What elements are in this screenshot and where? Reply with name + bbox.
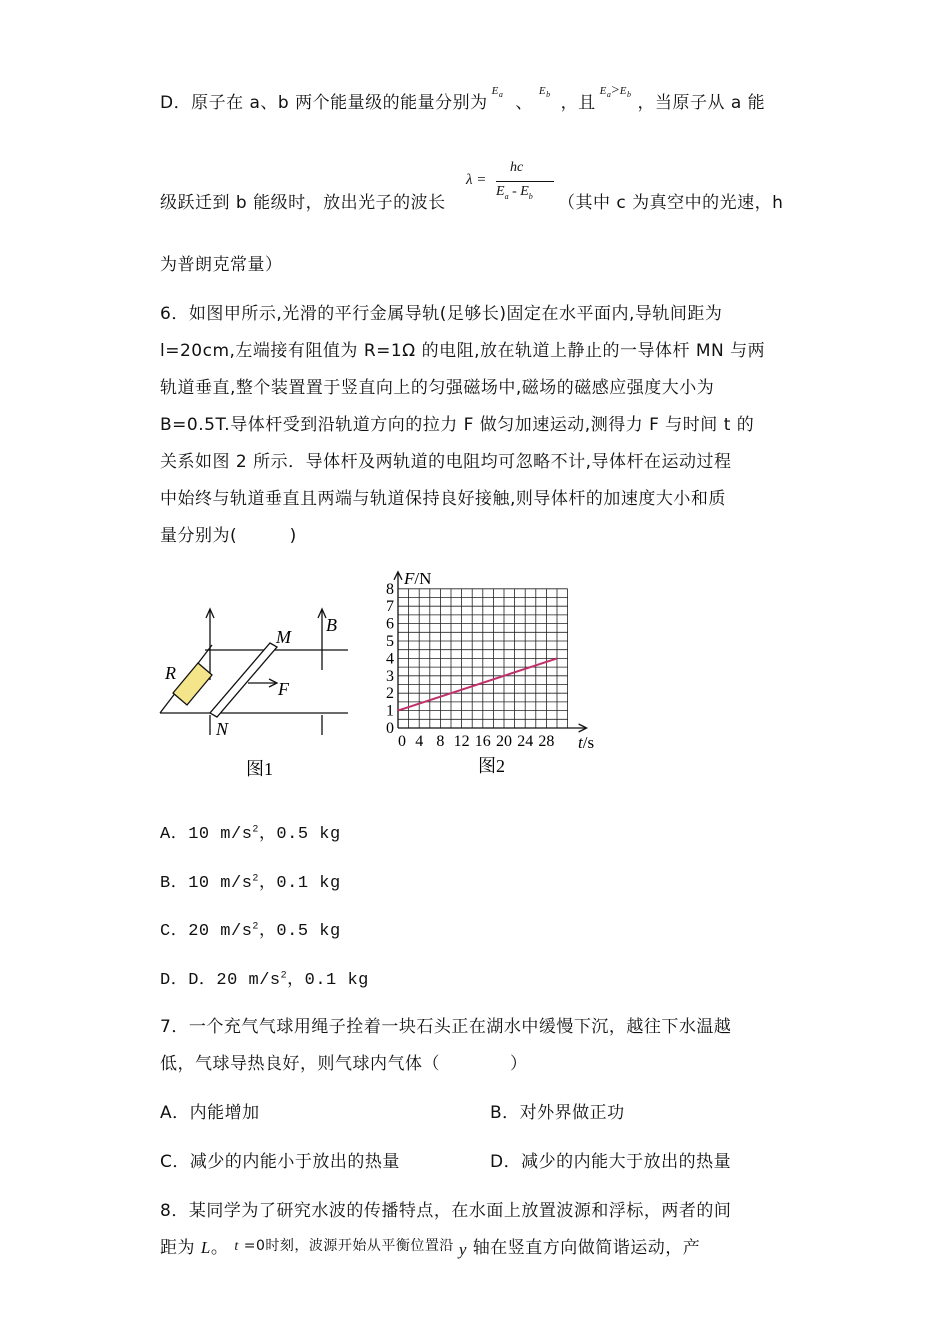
label-n: N bbox=[216, 719, 229, 739]
q6-line: 轨道垂直,整个装置置于竖直向上的匀强磁场中,磁场的磁感应强度大小为 bbox=[160, 378, 715, 398]
q6-line: 中始终与轨道垂直且两端与轨道保持良好接触,则导体杆的加速度大小和质 bbox=[160, 489, 726, 509]
rod-mn bbox=[210, 643, 277, 717]
q8-line2: 距为 L。 t =0时刻，波源开始从平衡位置沿 y 轴在竖直方向做简谐运动，产 bbox=[160, 1238, 701, 1259]
x-tick-label: 0 bbox=[398, 733, 406, 750]
q6-option-c[interactable]: C．20 $m/s^2$，0.5 kg bbox=[160, 921, 341, 941]
q7-option-d[interactable]: D．减少的内能大于放出的热量 bbox=[490, 1152, 732, 1172]
sep: 、 bbox=[515, 93, 533, 113]
q6-line: 6．如图甲所示,光滑的平行金属导轨(足够长)固定在水平面内,导轨间距为 bbox=[160, 304, 723, 324]
x-tick-label: 20 bbox=[496, 733, 512, 750]
label-f: F bbox=[278, 679, 289, 699]
figure-1-caption: 图1 bbox=[246, 759, 273, 779]
label-r: R bbox=[165, 663, 176, 683]
figure-2-chart bbox=[378, 570, 608, 785]
x-tick-label: 24 bbox=[517, 733, 534, 750]
q7-line: 7．一个充气气球用绳子拴着一块石头正在湖水中缓慢下沉，越往下水温越 bbox=[160, 1017, 732, 1037]
x-tick-label: 8 bbox=[436, 733, 445, 750]
q6-line: 关系如图 2 所示．导体杆及两轨道的电阻均可忽略不计,导体杆在运动过程 bbox=[160, 452, 732, 472]
chart-axes bbox=[394, 572, 587, 732]
q6-option-b[interactable]: B．10 $m/s^2$，0.1 kg bbox=[160, 873, 341, 893]
q7-option-b[interactable]: B．对外界做正功 bbox=[490, 1103, 625, 1123]
q5-d-prefix: D．原子在 a、b 两个能量级的能量分别为 bbox=[160, 93, 488, 113]
q6-option-d[interactable]: D．D．20 $m/s^2$，0.1 kg bbox=[160, 970, 369, 990]
q7-option-c[interactable]: C．减少的内能小于放出的热量 bbox=[160, 1152, 400, 1172]
q5-option-d-line2 bbox=[160, 188, 446, 213]
y-tick-label: 4 bbox=[386, 650, 394, 668]
energy-compare: Ea>Eb bbox=[599, 83, 632, 100]
figure-2-caption: 图2 bbox=[478, 756, 505, 776]
q5-option-d-line3: 为普朗克常量） bbox=[160, 255, 283, 275]
lambda-eq: λ = bbox=[466, 172, 487, 188]
x-tick-label: 4 bbox=[415, 733, 424, 750]
eb-symbol: Eb bbox=[538, 85, 551, 100]
qie: ，且 bbox=[560, 93, 596, 113]
q6-line: B=0.5T.导体杆受到沿轨道方向的拉力 F 做匀加速运动,测得力 F 与时间 t 的 bbox=[160, 415, 755, 435]
resistor-r bbox=[173, 663, 212, 705]
q5-option-d-line1 bbox=[160, 83, 766, 113]
y-tick-label: 3 bbox=[386, 667, 394, 685]
y-tick-label: 7 bbox=[386, 598, 394, 616]
wavelength-formula bbox=[466, 160, 558, 210]
x-tick-label: 12 bbox=[453, 733, 470, 750]
q5-d-suffix: ，当原子从 a 能 bbox=[637, 93, 766, 113]
y-tick-label: 1 bbox=[386, 702, 394, 720]
y-tick-label: 2 bbox=[386, 685, 394, 703]
x-tick-label: 28 bbox=[538, 733, 555, 750]
q5-option-d-line2-suffix: （其中 c 为真空中的光速，h bbox=[558, 193, 784, 213]
y-tick-label: 6 bbox=[386, 615, 394, 633]
ea-symbol: Ea bbox=[491, 85, 504, 100]
x-tick-label: 16 bbox=[474, 733, 491, 750]
fraction-bar bbox=[496, 181, 554, 182]
y-tick-label: 0 bbox=[386, 720, 394, 737]
q6-option-a[interactable]: A．10 $m/s^2$，0.5 kg bbox=[160, 824, 341, 844]
chart-grid bbox=[398, 589, 568, 728]
y-axis-label: F/N bbox=[404, 570, 432, 588]
q7-line: 低，气球导热良好，则气球内气体（ ） bbox=[160, 1054, 528, 1074]
y-tick-label: 5 bbox=[386, 633, 394, 650]
q6-line: 量分别为( ) bbox=[160, 526, 297, 546]
formula-denominator: $E_a - E_b$ bbox=[496, 184, 533, 201]
label-m: M bbox=[276, 627, 291, 647]
q5-line2-prefix: 级跃迁到 b 能级时，放出光子的波长 bbox=[160, 193, 446, 213]
formula-numerator: hc bbox=[510, 160, 524, 175]
q7-option-a[interactable]: A．内能增加 bbox=[160, 1103, 260, 1123]
y-tick-label: 8 bbox=[386, 580, 394, 598]
x-axis-label: t/s bbox=[578, 733, 595, 752]
label-b: B bbox=[326, 615, 337, 635]
q8-line1: 8．某同学为了研究水波的传播特点，在水面上放置波源和浮标，两者的间 bbox=[160, 1201, 732, 1221]
figure-1-rails bbox=[150, 595, 360, 785]
q6-line: l=20cm,左端接有阻值为 R=1Ω 的电阻,放在轨道上静止的一导体杆 MN 与两 bbox=[160, 341, 766, 361]
